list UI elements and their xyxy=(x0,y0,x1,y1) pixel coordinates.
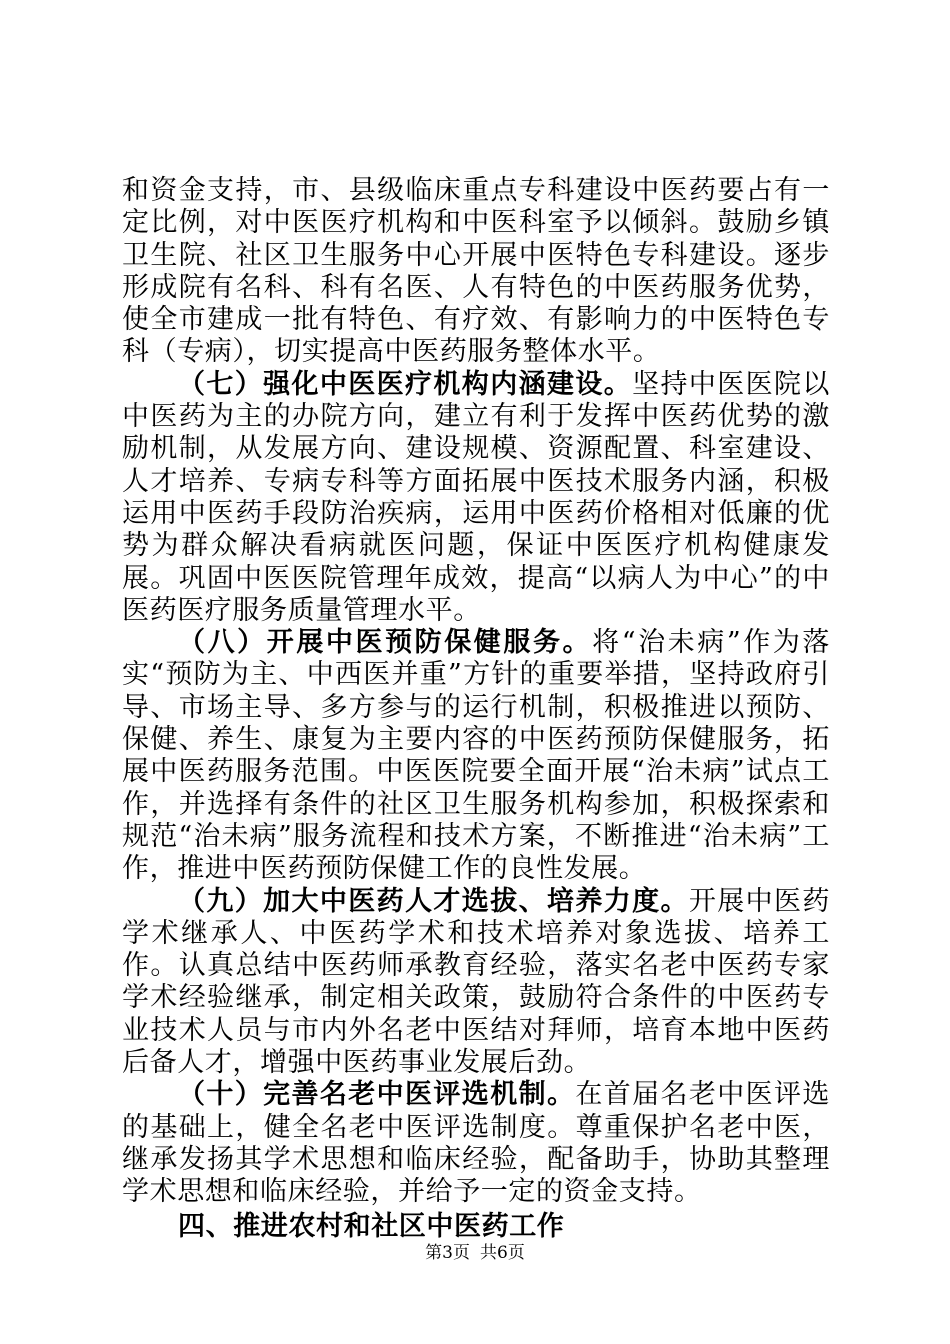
paragraph-lead: （八）开展中医预防保健服务。 xyxy=(178,627,593,659)
paragraph-7 xyxy=(122,369,830,627)
paragraph-text: 坚持中医医院以中医药为主的办院方向，建立有利于发挥中医药优势的激励机制，从发展方向、建设规模、资源配置、科室建设、人才培养、专病专科等方面拓展中医技术服务内涵，积极运用中医药手段防治疾病，运用中医药价格相对低廉的优势为群众解决看病就医问题，保证中医医疗机构健康发展。巩固中医医院管理年成效，提高“以病人为中心”的中医药医疗服务质量管理水平。 xyxy=(122,368,830,626)
paragraph-lead: （十）完善名老中医评选机制。 xyxy=(178,1079,576,1111)
paragraph-lead: （九）加大中医药人才选拔、培养力度。 xyxy=(178,885,689,917)
page-total: 共6页 xyxy=(480,1243,525,1263)
paragraph-lead: （七）强化中医医疗机构内涵建设。 xyxy=(178,368,633,400)
paragraph-8 xyxy=(122,627,830,885)
paragraph-9 xyxy=(122,886,830,1080)
paragraph-continuation xyxy=(122,175,830,369)
section-heading: 四、推进农村和社区中医药工作 xyxy=(178,1210,565,1242)
paragraph-text: 和资金支持，市、县级临床重点专科建设中医药要占有一定比例，对中医医疗机构和中医科室予以倾斜。鼓励乡镇卫生院、社区卫生服务中心开展中医特色专科建设。逐步形成院有名科、科有名医、人有特色的中医药服务优势，使全市建成一批有特色、有疗效、有影响力的中医特色专科（专病），切实提高中医药服务整体水平。 xyxy=(122,175,830,368)
document-body xyxy=(122,175,830,1245)
paragraph-10 xyxy=(122,1079,830,1208)
paragraph-text: 开展中医药学术继承人、中医药学术和技术培养对象选拔、培养工作。认真总结中医药师承教育经验，落实名老中医药专家学术经验继承，制定相关政策，鼓励符合条件的中医药专业技术人员与市内外名老中医结对拜师，培育本地中医药后备人才，增强中医药事业发展后劲。 xyxy=(122,885,830,1079)
page-number: 第3页 xyxy=(425,1243,470,1263)
paragraph-text: 将“治未病”作为落实“预防为主、中西医并重”方针的重要举措，坚持政府引导、市场主导、多方参与的运行机制，积极推进以预防、保健、养生、康复为主要内容的中医药预防保健服务，拓展中医药服务范围。中医医院要全面开展“治未病”试点工作，并选择有条件的社区卫生服务机构参加，积极探索和规范“治未病”服务流程和技术方案，不断推进“治未病”工作，推进中医药预防保健工作的良性发展。 xyxy=(122,627,830,885)
paragraph-text: 在首届名老中医评选的基础上，健全名老中医评选制度。尊重保护名老中医，继承发扬其学术思想和临床经验，配备助手，协助其整理学术思想和临床经验，并给予一定的资金支持。 xyxy=(122,1079,830,1208)
page-footer xyxy=(0,1242,950,1264)
